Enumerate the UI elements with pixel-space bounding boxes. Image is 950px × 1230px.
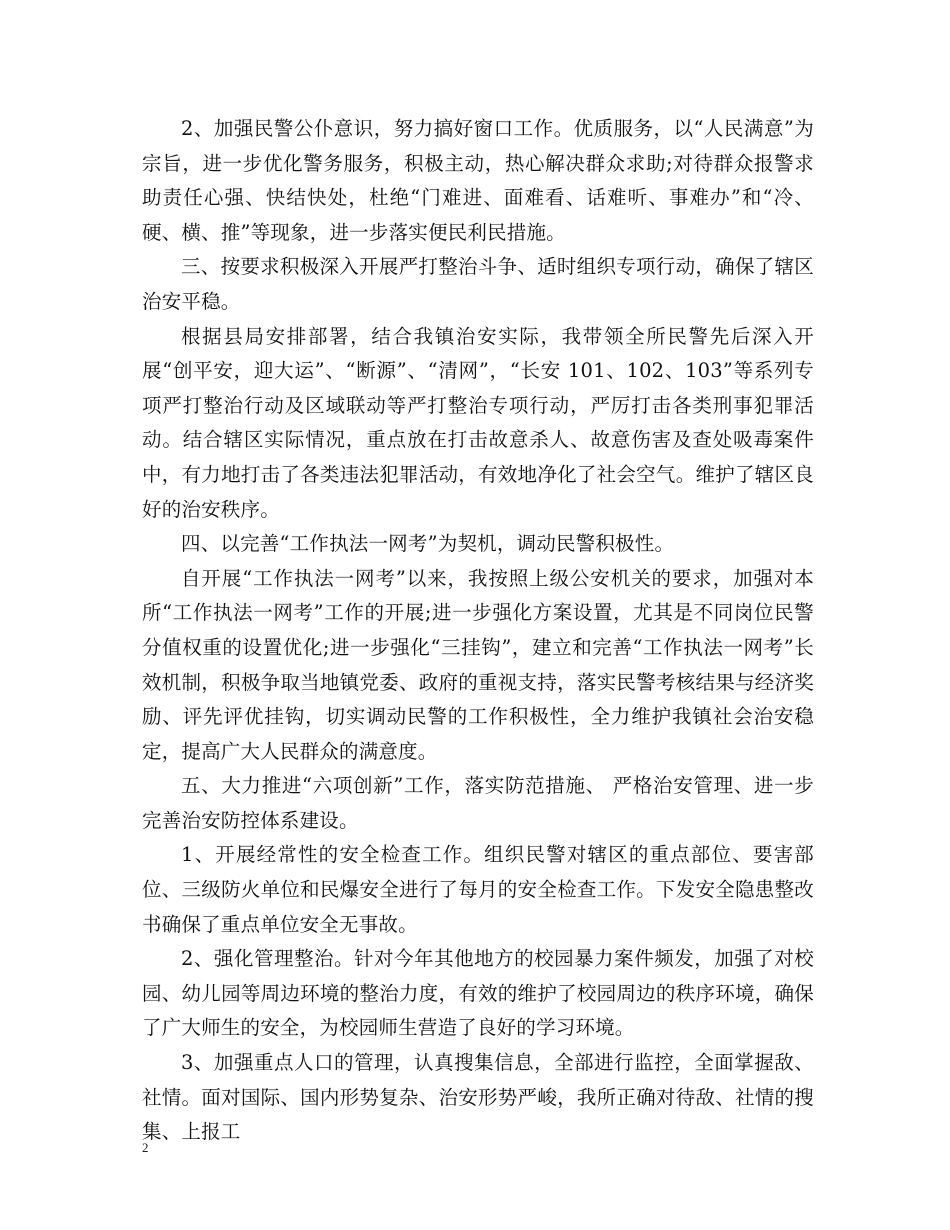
paragraph-heading-five: 五、大力推进“六项创新”工作，落实防范措施、 严格治安管理、进一步完善治安防控体系建设。: [142, 774, 814, 832]
paragraph-key-population: 3、加强重点人口的管理，认真搜集信息，全部进行监控，全面掌握敌、社情。面对国际、国内形势复杂、治安形势严峻，我所正确对待敌、社情的搜集、上报工: [142, 1051, 814, 1144]
paragraph-online-assessment: 自开展“工作执法一网考”以来，我按照上级公安机关的要求，加强对本所“工作执法一网考”工作的开展;进一步强化方案设置，尤其是不同岗位民警分值权重的设置优化;进一步强化“三挂钩”，建立和完善“工作执法一网考”长效机制，积极争取当地镇党委、政府的重视支持，落实民警考核结果与经济奖励、评先评优挂钩，切实调动民警的工作积极性，全力维护我镇社会治安稳定，提高广大人民群众的满意度。: [142, 566, 814, 763]
paragraph-heading-four: 四、以完善“工作执法一网考”为契机，调动民警积极性。: [181, 532, 675, 556]
paragraph-window-service: 2、加强民警公仆意识，努力搞好窗口工作。优质服务，以“人民满意”为宗旨，进一步优化警务服务，积极主动，热心解决群众求助;对待群众报警求助责任心强、快结快处，杜绝“门难进、面难看、话难听、事难办”和“冷、硬、横、推”等现象，进一步落实便民利民措施。: [142, 117, 814, 244]
paragraph-campus-management: 2、强化管理整治。针对今年其他地方的校园暴力案件频发，加强了对校园、幼儿园等周边环境的整治力度，有效的维护了校园周边的秩序环境，确保了广大师生的安全，为校园师生营造了良好的学习环境。: [142, 947, 814, 1040]
paragraph-heading-three: 三、按要求积极深入开展严打整治斗争、适时组织专项行动，确保了辖区治安平稳。: [142, 255, 814, 313]
page-number: 2: [142, 1140, 149, 1155]
paragraph-special-actions: 根据县局安排部署，结合我镇治安实际，我带领全所民警先后深入开展“创平安，迎大运”、“断源”、“清网”，“长安 101、102、103”等系列专项严打整治行动及区域联动等严打整治专项行动，严厉打击各类刑事犯罪活动。结合辖区实际情况，重点放在打击故意杀人、故意伤害及查处吸毒案件中，有力地打击了各类违法犯罪活动，有效地净化了社会空气。维护了辖区良好的治安秩序。: [142, 324, 814, 521]
document-body: [142, 112, 814, 1150]
paragraph-safety-inspection: 1、开展经常性的安全检查工作。组织民警对辖区的重点部位、要害部位、三级防火单位和民爆安全进行了每月的安全检查工作。下发安全隐患整改书确保了重点单位安全无事故。: [142, 843, 814, 936]
